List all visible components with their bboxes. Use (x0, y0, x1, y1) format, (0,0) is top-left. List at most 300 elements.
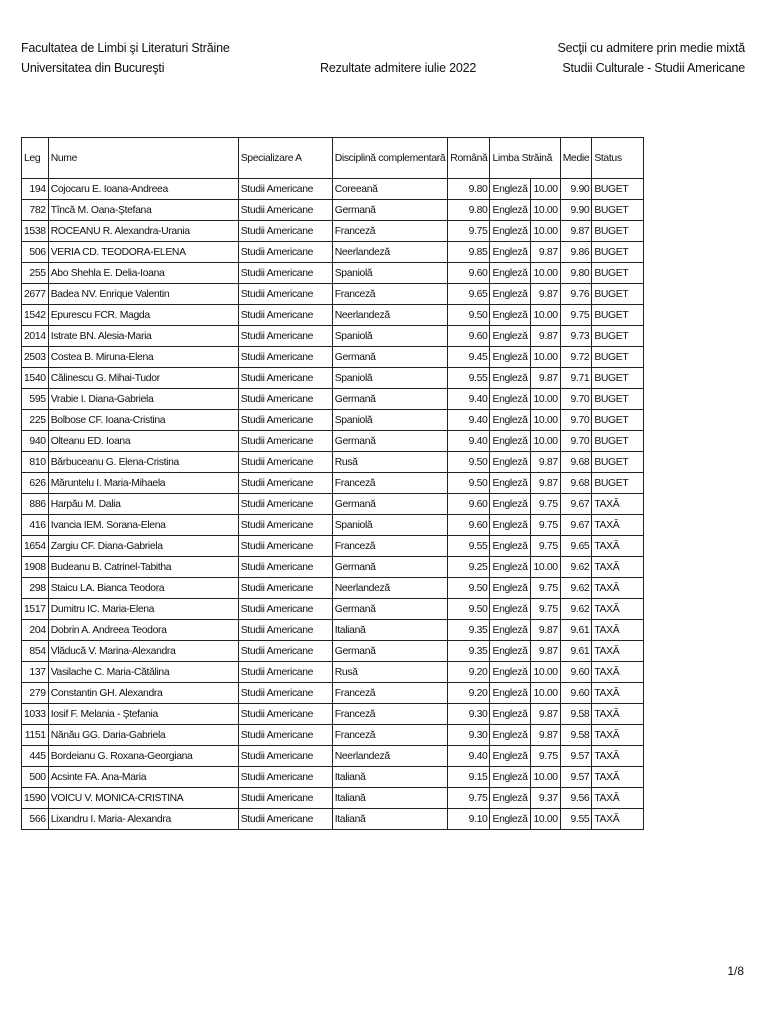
table-row (22, 809, 644, 830)
table-row (22, 788, 644, 809)
cell-specialization: Studii Americane (238, 557, 332, 578)
cell-language: Engleză (490, 368, 531, 389)
cell-language-score: 9.87 (531, 725, 560, 746)
cell-complementary: Rusă (332, 662, 448, 683)
cell-average: 9.62 (560, 557, 592, 578)
cell-average: 9.70 (560, 389, 592, 410)
header-section (557, 38, 745, 78)
cell-average: 9.76 (560, 284, 592, 305)
cell-leg: 255 (22, 263, 49, 284)
cell-complementary: Italiană (332, 809, 448, 830)
cell-average: 9.70 (560, 431, 592, 452)
cell-average: 9.67 (560, 515, 592, 536)
cell-status: BUGET (592, 389, 644, 410)
cell-complementary: Spaniolă (332, 515, 448, 536)
cell-complementary: Germană (332, 557, 448, 578)
cell-romanian: 9.60 (448, 494, 490, 515)
cell-language: Engleză (490, 767, 531, 788)
cell-name: VERIA CD. TEODORA-ELENA (48, 242, 238, 263)
cell-language-score: 10.00 (531, 557, 560, 578)
table-row (22, 620, 644, 641)
cell-status: TAXĂ (592, 620, 644, 641)
cell-romanian: 9.85 (448, 242, 490, 263)
cell-language-score: 10.00 (531, 305, 560, 326)
cell-average: 9.60 (560, 662, 592, 683)
cell-language: Engleză (490, 179, 531, 200)
cell-leg: 1538 (22, 221, 49, 242)
cell-romanian: 9.80 (448, 179, 490, 200)
cell-language-score: 10.00 (531, 221, 560, 242)
cell-average: 9.75 (560, 305, 592, 326)
cell-leg: 1540 (22, 368, 49, 389)
cell-specialization: Studii Americane (238, 662, 332, 683)
cell-romanian: 9.30 (448, 725, 490, 746)
cell-language: Engleză (490, 473, 531, 494)
cell-leg: 1517 (22, 599, 49, 620)
cell-name: Costea B. Miruna-Elena (48, 347, 238, 368)
cell-status: TAXĂ (592, 494, 644, 515)
cell-complementary: Rusă (332, 452, 448, 473)
cell-specialization: Studii Americane (238, 284, 332, 305)
cell-complementary: Franceză (332, 704, 448, 725)
cell-status: TAXĂ (592, 641, 644, 662)
cell-romanian: 9.50 (448, 452, 490, 473)
cell-status: TAXĂ (592, 788, 644, 809)
program-name: Studii Culturale - Studii Americane (562, 61, 745, 75)
cell-language-score: 10.00 (531, 767, 560, 788)
cell-leg: 2677 (22, 284, 49, 305)
cell-romanian: 9.75 (448, 788, 490, 809)
cell-language: Engleză (490, 410, 531, 431)
cell-romanian: 9.55 (448, 536, 490, 557)
cell-name: Iosif F. Melania - Ştefania (48, 704, 238, 725)
cell-language-score: 9.87 (531, 368, 560, 389)
cell-specialization: Studii Americane (238, 641, 332, 662)
table-row (22, 746, 644, 767)
cell-specialization: Studii Americane (238, 494, 332, 515)
cell-specialization: Studii Americane (238, 452, 332, 473)
cell-complementary: Spaniolă (332, 368, 448, 389)
cell-language-score: 9.75 (531, 494, 560, 515)
cell-language-score: 9.87 (531, 473, 560, 494)
table-row (22, 452, 644, 473)
cell-status: TAXĂ (592, 599, 644, 620)
cell-status: BUGET (592, 179, 644, 200)
cell-romanian: 9.80 (448, 200, 490, 221)
cell-language-score: 9.87 (531, 284, 560, 305)
cell-specialization: Studii Americane (238, 326, 332, 347)
cell-romanian: 9.50 (448, 305, 490, 326)
cell-language: Engleză (490, 788, 531, 809)
cell-complementary: Franceză (332, 221, 448, 242)
cell-name: Nănău GG. Daria-Gabriela (48, 725, 238, 746)
cell-language-score: 10.00 (531, 179, 560, 200)
cell-status: TAXĂ (592, 662, 644, 683)
cell-romanian: 9.60 (448, 263, 490, 284)
cell-complementary: Germană (332, 389, 448, 410)
cell-romanian: 9.40 (448, 431, 490, 452)
cell-romanian: 9.75 (448, 221, 490, 242)
cell-status: TAXĂ (592, 746, 644, 767)
col-header-status: Status (592, 138, 644, 179)
cell-status: TAXĂ (592, 683, 644, 704)
cell-name: VOICU V. MONICA-CRISTINA (48, 788, 238, 809)
cell-average: 9.68 (560, 452, 592, 473)
cell-romanian: 9.40 (448, 389, 490, 410)
cell-language-score: 10.00 (531, 200, 560, 221)
cell-language: Engleză (490, 809, 531, 830)
cell-average: 9.58 (560, 725, 592, 746)
cell-status: BUGET (592, 473, 644, 494)
cell-name: Tîncă M. Oana-Ştefana (48, 200, 238, 221)
cell-leg: 886 (22, 494, 49, 515)
cell-complementary: Germană (332, 641, 448, 662)
cell-name: Bărbuceanu G. Elena-Cristina (48, 452, 238, 473)
cell-name: ROCEANU R. Alexandra-Urania (48, 221, 238, 242)
cell-status: BUGET (592, 284, 644, 305)
cell-average: 9.90 (560, 179, 592, 200)
cell-average: 9.87 (560, 221, 592, 242)
cell-average: 9.57 (560, 746, 592, 767)
cell-leg: 782 (22, 200, 49, 221)
table-row (22, 221, 644, 242)
table-row (22, 410, 644, 431)
cell-language: Engleză (490, 452, 531, 473)
cell-name: Vlăducă V. Marina-Alexandra (48, 641, 238, 662)
table-header-row (22, 138, 644, 179)
cell-leg: 940 (22, 431, 49, 452)
cell-name: Vasilache C. Maria-Cătălina (48, 662, 238, 683)
cell-status: BUGET (592, 242, 644, 263)
cell-romanian: 9.50 (448, 473, 490, 494)
cell-romanian: 9.35 (448, 641, 490, 662)
cell-average: 9.90 (560, 200, 592, 221)
table-row (22, 431, 644, 452)
cell-status: BUGET (592, 221, 644, 242)
cell-average: 9.62 (560, 599, 592, 620)
faculty-name: Facultatea de Limbi şi Literaturi Străine (21, 41, 230, 55)
cell-language: Engleză (490, 704, 531, 725)
cell-leg: 810 (22, 452, 49, 473)
cell-average: 9.61 (560, 620, 592, 641)
cell-leg: 2014 (22, 326, 49, 347)
cell-complementary: Coreeană (332, 179, 448, 200)
cell-name: Cojocaru E. Ioana-Andreea (48, 179, 238, 200)
table-row (22, 725, 644, 746)
cell-average: 9.55 (560, 809, 592, 830)
cell-complementary: Neerlandeză (332, 242, 448, 263)
cell-romanian: 9.60 (448, 515, 490, 536)
cell-language-score: 10.00 (531, 410, 560, 431)
cell-language-score: 9.87 (531, 326, 560, 347)
results-table (21, 137, 644, 830)
cell-leg: 1033 (22, 704, 49, 725)
cell-romanian: 9.30 (448, 704, 490, 725)
cell-leg: 445 (22, 746, 49, 767)
admission-type: Secţii cu admitere prin medie mixtă (557, 41, 745, 55)
cell-romanian: 9.15 (448, 767, 490, 788)
cell-language: Engleză (490, 620, 531, 641)
cell-average: 9.67 (560, 494, 592, 515)
cell-average: 9.80 (560, 263, 592, 284)
cell-specialization: Studii Americane (238, 305, 332, 326)
cell-language-score: 10.00 (531, 263, 560, 284)
cell-leg: 1151 (22, 725, 49, 746)
col-header-name: Nume (48, 138, 238, 179)
cell-leg: 204 (22, 620, 49, 641)
cell-specialization: Studii Americane (238, 788, 332, 809)
cell-language: Engleză (490, 578, 531, 599)
cell-complementary: Germană (332, 431, 448, 452)
cell-average: 9.62 (560, 578, 592, 599)
cell-language: Engleză (490, 347, 531, 368)
cell-language-score: 9.87 (531, 452, 560, 473)
col-header-average: Medie (560, 138, 592, 179)
cell-romanian: 9.65 (448, 284, 490, 305)
cell-language: Engleză (490, 662, 531, 683)
cell-specialization: Studii Americane (238, 431, 332, 452)
table-row (22, 557, 644, 578)
cell-average: 9.61 (560, 641, 592, 662)
cell-complementary: Franceză (332, 725, 448, 746)
cell-specialization: Studii Americane (238, 410, 332, 431)
cell-leg: 595 (22, 389, 49, 410)
cell-leg: 1542 (22, 305, 49, 326)
cell-name: Zargiu CF. Diana-Gabriela (48, 536, 238, 557)
cell-language-score: 9.75 (531, 536, 560, 557)
cell-status: TAXĂ (592, 578, 644, 599)
cell-language-score: 9.87 (531, 242, 560, 263)
cell-specialization: Studii Americane (238, 578, 332, 599)
cell-language-score: 9.75 (531, 578, 560, 599)
table-row (22, 536, 644, 557)
cell-leg: 1908 (22, 557, 49, 578)
cell-language: Engleză (490, 641, 531, 662)
cell-romanian: 9.25 (448, 557, 490, 578)
cell-average: 9.71 (560, 368, 592, 389)
table-row (22, 494, 644, 515)
cell-complementary: Neerlandeză (332, 305, 448, 326)
cell-language: Engleză (490, 242, 531, 263)
table-row (22, 515, 644, 536)
cell-average: 9.56 (560, 788, 592, 809)
cell-language: Engleză (490, 221, 531, 242)
cell-specialization: Studii Americane (238, 515, 332, 536)
cell-specialization: Studii Americane (238, 221, 332, 242)
cell-complementary: Neerlandeză (332, 746, 448, 767)
table-row (22, 767, 644, 788)
cell-specialization: Studii Americane (238, 179, 332, 200)
cell-language-score: 9.75 (531, 599, 560, 620)
cell-specialization: Studii Americane (238, 368, 332, 389)
cell-status: TAXĂ (592, 725, 644, 746)
cell-average: 9.68 (560, 473, 592, 494)
col-header-romanian: Română (448, 138, 490, 179)
cell-average: 9.86 (560, 242, 592, 263)
cell-specialization: Studii Americane (238, 347, 332, 368)
cell-specialization: Studii Americane (238, 746, 332, 767)
cell-name: Constantin GH. Alexandra (48, 683, 238, 704)
cell-language: Engleză (490, 284, 531, 305)
cell-language-score: 10.00 (531, 431, 560, 452)
cell-specialization: Studii Americane (238, 263, 332, 284)
cell-romanian: 9.50 (448, 578, 490, 599)
cell-language: Engleză (490, 536, 531, 557)
cell-language: Engleză (490, 431, 531, 452)
cell-average: 9.70 (560, 410, 592, 431)
cell-status: BUGET (592, 263, 644, 284)
cell-romanian: 9.50 (448, 599, 490, 620)
cell-language: Engleză (490, 326, 531, 347)
col-header-foreign-language: Limba Străină (490, 138, 560, 179)
cell-specialization: Studii Americane (238, 200, 332, 221)
cell-status: TAXĂ (592, 536, 644, 557)
cell-name: Bordeianu G. Roxana-Georgiana (48, 746, 238, 767)
cell-name: Bolbose CF. Ioana-Cristina (48, 410, 238, 431)
table-row (22, 683, 644, 704)
cell-romanian: 9.20 (448, 683, 490, 704)
table-row (22, 704, 644, 725)
cell-language-score: 9.87 (531, 704, 560, 725)
table-row (22, 326, 644, 347)
cell-complementary: Italiană (332, 767, 448, 788)
cell-specialization: Studii Americane (238, 683, 332, 704)
cell-name: Harpău M. Dalia (48, 494, 238, 515)
table-row (22, 662, 644, 683)
cell-romanian: 9.40 (448, 746, 490, 767)
cell-specialization: Studii Americane (238, 599, 332, 620)
cell-leg: 298 (22, 578, 49, 599)
cell-language-score: 10.00 (531, 662, 560, 683)
cell-specialization: Studii Americane (238, 809, 332, 830)
cell-status: BUGET (592, 452, 644, 473)
cell-complementary: Germană (332, 200, 448, 221)
cell-complementary: Germană (332, 347, 448, 368)
cell-language-score: 9.37 (531, 788, 560, 809)
table-row (22, 347, 644, 368)
cell-leg: 1590 (22, 788, 49, 809)
cell-name: Istrate BN. Alesia-Maria (48, 326, 238, 347)
cell-name: Dobrin A. Andreea Teodora (48, 620, 238, 641)
table-row (22, 473, 644, 494)
cell-language: Engleză (490, 494, 531, 515)
cell-romanian: 9.60 (448, 326, 490, 347)
cell-romanian: 9.10 (448, 809, 490, 830)
table-row (22, 284, 644, 305)
cell-romanian: 9.20 (448, 662, 490, 683)
cell-name: Badea NV. Enrique Valentin (48, 284, 238, 305)
table-row (22, 389, 644, 410)
university-name: Universitatea din Bucureşti (21, 61, 165, 75)
table-row (22, 305, 644, 326)
cell-complementary: Franceză (332, 284, 448, 305)
table-row (22, 599, 644, 620)
cell-specialization: Studii Americane (238, 767, 332, 788)
cell-romanian: 9.40 (448, 410, 490, 431)
cell-leg: 506 (22, 242, 49, 263)
cell-status: TAXĂ (592, 557, 644, 578)
cell-complementary: Spaniolă (332, 326, 448, 347)
cell-language-score: 9.87 (531, 620, 560, 641)
cell-leg: 416 (22, 515, 49, 536)
header-institution (21, 38, 230, 78)
cell-status: BUGET (592, 200, 644, 221)
cell-language-score: 9.87 (531, 641, 560, 662)
cell-language-score: 10.00 (531, 809, 560, 830)
cell-complementary: Spaniolă (332, 410, 448, 431)
cell-language: Engleză (490, 263, 531, 284)
cell-leg: 626 (22, 473, 49, 494)
col-header-complementary: Disciplină complementară (332, 138, 448, 179)
cell-complementary: Neerlandeză (332, 578, 448, 599)
cell-language: Engleză (490, 683, 531, 704)
cell-specialization: Studii Americane (238, 620, 332, 641)
cell-specialization: Studii Americane (238, 704, 332, 725)
cell-language: Engleză (490, 557, 531, 578)
table-row (22, 242, 644, 263)
cell-name: Vrabie I. Diana-Gabriela (48, 389, 238, 410)
cell-romanian: 9.45 (448, 347, 490, 368)
cell-leg: 137 (22, 662, 49, 683)
table-row (22, 200, 644, 221)
cell-name: Epurescu FCR. Magda (48, 305, 238, 326)
cell-romanian: 9.35 (448, 620, 490, 641)
cell-status: BUGET (592, 326, 644, 347)
table-row (22, 368, 644, 389)
cell-complementary: Germană (332, 599, 448, 620)
cell-language: Engleză (490, 746, 531, 767)
table-row (22, 641, 644, 662)
cell-language: Engleză (490, 305, 531, 326)
cell-language-score: 10.00 (531, 389, 560, 410)
cell-name: Ivancia IEM. Sorana-Elena (48, 515, 238, 536)
cell-status: TAXĂ (592, 809, 644, 830)
cell-language-score: 10.00 (531, 347, 560, 368)
cell-language: Engleză (490, 725, 531, 746)
cell-status: BUGET (592, 410, 644, 431)
cell-complementary: Spaniolă (332, 263, 448, 284)
table-row (22, 263, 644, 284)
cell-language: Engleză (490, 200, 531, 221)
page-number: 1/8 (727, 964, 744, 978)
cell-name: Dumitru IC. Maria-Elena (48, 599, 238, 620)
cell-specialization: Studii Americane (238, 725, 332, 746)
cell-leg: 854 (22, 641, 49, 662)
cell-specialization: Studii Americane (238, 473, 332, 494)
cell-status: BUGET (592, 347, 644, 368)
cell-average: 9.65 (560, 536, 592, 557)
cell-complementary: Germană (332, 494, 448, 515)
cell-complementary: Franceză (332, 536, 448, 557)
cell-leg: 279 (22, 683, 49, 704)
cell-name: Lixandru I. Maria- Alexandra (48, 809, 238, 830)
cell-leg: 194 (22, 179, 49, 200)
cell-complementary: Franceză (332, 473, 448, 494)
cell-language: Engleză (490, 599, 531, 620)
cell-average: 9.58 (560, 704, 592, 725)
cell-name: Olteanu ED. Ioana (48, 431, 238, 452)
cell-leg: 2503 (22, 347, 49, 368)
cell-complementary: Italiană (332, 788, 448, 809)
cell-language: Engleză (490, 515, 531, 536)
cell-status: TAXĂ (592, 767, 644, 788)
col-header-leg: Leg (22, 138, 49, 179)
cell-name: Staicu LA. Bianca Teodora (48, 578, 238, 599)
cell-status: TAXĂ (592, 515, 644, 536)
cell-name: Măruntelu I. Maria-Mihaela (48, 473, 238, 494)
cell-leg: 225 (22, 410, 49, 431)
cell-language-score: 9.75 (531, 746, 560, 767)
